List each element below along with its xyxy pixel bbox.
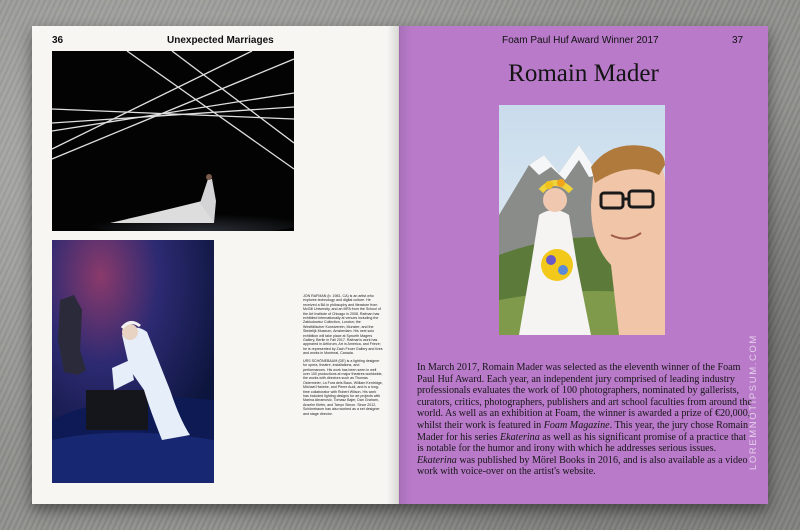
right-running-title: Foam Paul Huf Award Winner 2017 — [502, 35, 659, 46]
bride-selfie-photo — [499, 105, 665, 335]
left-page — [32, 26, 399, 504]
article-body — [417, 362, 754, 478]
watermark: LOREMNOTIPSUM.COM — [748, 334, 759, 470]
bio-urs-schonebaum: URS SCHÖNEBAUM (DE) is a lighting designer for opera, theatre, installations, and performances. His work has been seen in well over 100 productions at major theatres worldwide, the works with directors such as Thomas Ostermeier, La Fura dels Baus, William Kentridge, Michael Haneke, and Pierre Audi, and is a long-time collaborator with Robert Wilson. His work has included lighting designs for art projects with Marina Abramović, Tomasz Bajer, Dan Graham, Anselm Kiefer, and Tarryn Simon. Since 2012, Schönebaum has also worked as a set designer and stage director. — [303, 358, 383, 416]
stage-lines-photo — [52, 51, 294, 231]
right-page — [399, 26, 768, 504]
body-part-4: was published by Mörel Books in 2016, and is also available as a video work with voice-over on the artist's website. — [417, 454, 748, 478]
article-title: Romain Mader — [508, 60, 659, 87]
right-page-number: 37 — [732, 35, 744, 46]
left-running-title: Unexpected Marriages — [167, 35, 274, 46]
body-italic-ekaterina: Ekaterina — [499, 431, 540, 443]
bride-selfie-illustration — [499, 105, 665, 335]
magazine-spread — [32, 26, 768, 504]
stage-lines-illustration — [52, 51, 294, 231]
bio-jon-rafman: JON RAFMAN (b. 1981, CA) is an artist who explores technology and digital culture. He received a BA in philosophy and literature from McGill University, and an MFA from the School of the Art Institute of Chicago in 2008. Rafman has exhibited internationally at venues including the Zabludowicz Collection, London; the Westfälischer Kunstverein, Munster; and the Stedelijk Museum, Amsterdam. His next solo exhibition will take place at Sprueth Magers Gallery, Berlin in Fall 2017. Rafman's work has appeared in Artforum, Art in America, and Frieze; he is represented by Zach Feuer Gallery and lives and works in Montreal, Canada. — [303, 294, 383, 356]
body-italic-ekaterina-2: Ekaterina — [417, 454, 457, 466]
performer-photo — [52, 240, 214, 483]
body-italic-foam-magazine: Foam Magazine — [543, 419, 610, 431]
artist-bios-caption — [303, 294, 383, 419]
body-part-2: . This year, the jury chose Romain Mader for his series — [417, 419, 749, 443]
body-part-1: In March 2017, Romain Mader was selected as the eleventh winner of the Foam Paul Huf Award. Each year, an independent jury comprised of leading industry professionals evaluates the work of 100 photographers, nominated by gallerists, curators, critics, photographers, publishers and art school faculties from around the world. As well as an exhibition at Foam, the winner is awarded a prize of €20,000, whilst their work is featured in — [417, 362, 752, 431]
performer-illustration — [52, 240, 214, 483]
left-page-number: 36 — [52, 35, 64, 46]
body-part-3: as well as his significant promise of a practice that is notable for the humor and irony with which he addresses serious issues. — [417, 431, 747, 455]
